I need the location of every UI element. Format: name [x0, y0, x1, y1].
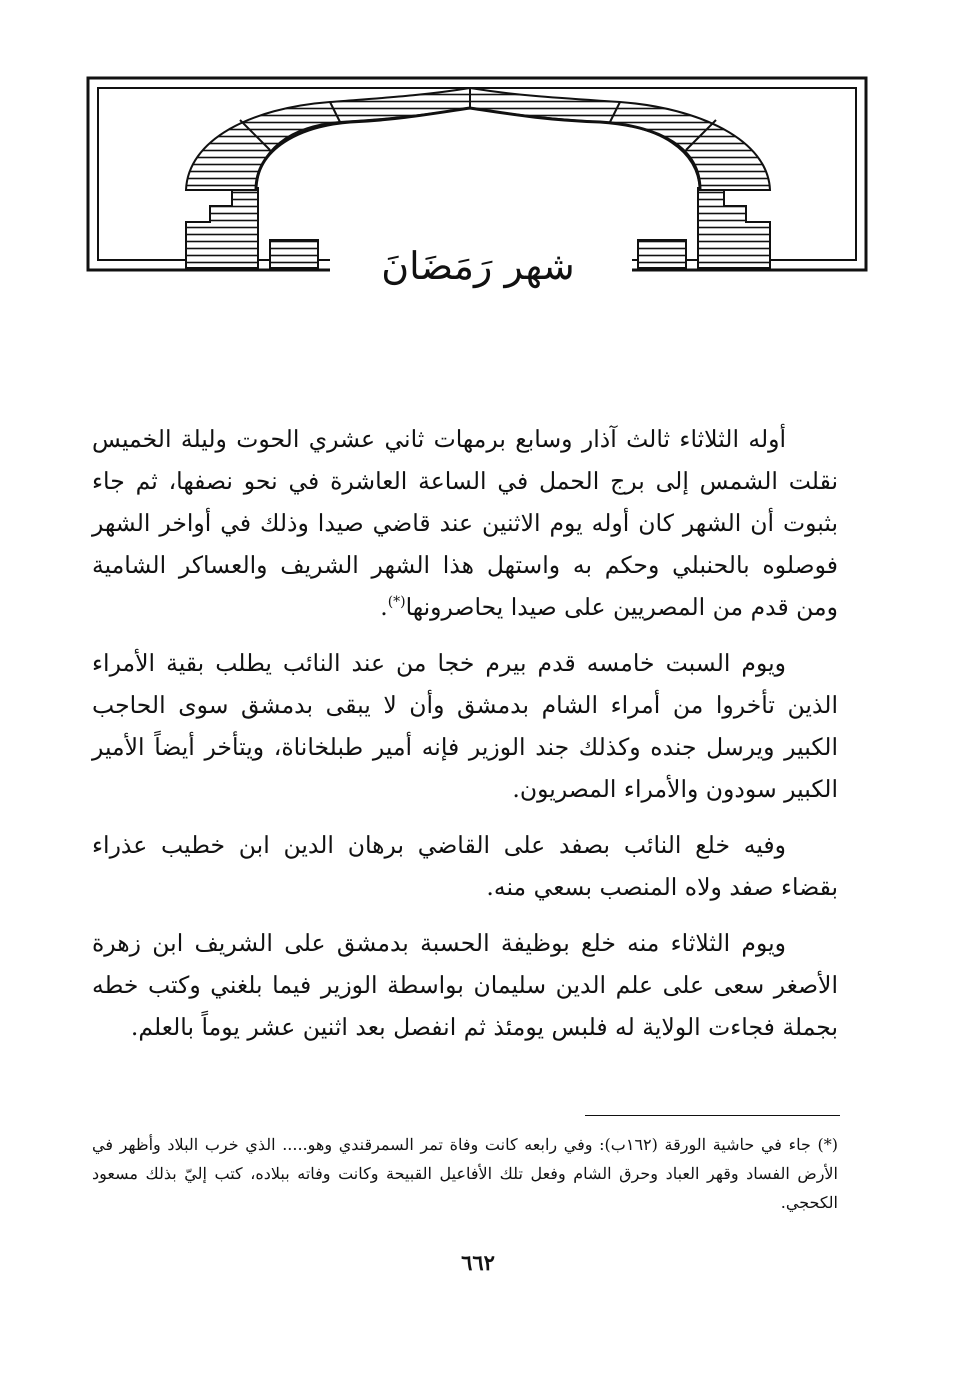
paragraph-tail: . — [380, 593, 388, 621]
chapter-title: شهر رَمَضَانَ — [381, 244, 575, 288]
page-number: ٦٦٢ — [461, 1250, 495, 1275]
footnote-reference: (*) — [387, 594, 406, 611]
paragraph: ويوم الثلاثاء منه خلع بوظيفة الحسبة بدمشق على الشريف ابن زهرة الأصغر سعى على علم الدين سليمان بواسطة الوزير فيما بلغني وكتب خطه بجملة فجاءت الولاية له فلبس يومئذ ثم انفصل بعد اثنين عشر يوماً بالعلم. — [92, 929, 838, 1041]
footnote: (*) جاء في حاشية الورقة (١٦٢ب): وفي رابعه كانت وفاة تمر السمرقندي وهو..... الذي خرب البلاد وأظهر في الأرض الفساد وقهر العباد وحرق الشام وفعل تلك الأفاعيل القبيحة وكانت وفاته ببلاده، كتب إليّ بذلك مسعود الكحجي. — [92, 1135, 839, 1212]
paragraph-text: أوله الثلاثاء ثالث آذار وسابع برمهات ثاني عشري الحوت وليلة الخميس نقلت الشمس إلى برج الحمل في الساعة العاشرة في نحو نصفها، ثم جاء بثبوت أن الشهر كان أوله يوم الاثنين عند قاضي صيدا وذلك في أواخر الشهر فوصلوه بالحنبلي وحكم به واستهل هذا الشهر الشريف والعساكر الشامية ومن قدم من المصريين على صيدا يحاصرونها — [92, 425, 838, 621]
paragraph — [92, 418, 838, 628]
footnote-divider — [585, 1115, 840, 1116]
paragraph: وفيه خلع النائب بصفد على القاضي برهان الدين ابن خطيب عذراء بقضاء صفد ولاه المنصب بسعي منه. — [92, 831, 838, 901]
paragraph: ويوم السبت خامسه قدم بيرم خجا من عند النائب يطلب بقية الأمراء الذين تأخروا من أمراء الشام بدمشق وأن لا يبقى بدمشق سوى الحاجب الكبير ويرسل جنده وكذلك جند الوزير فإنه أمير طبلخاناة، ويتأخر أيضاً الأمير الكبير سودون والأمراء المصريون. — [92, 649, 838, 803]
body-text — [92, 418, 838, 1062]
